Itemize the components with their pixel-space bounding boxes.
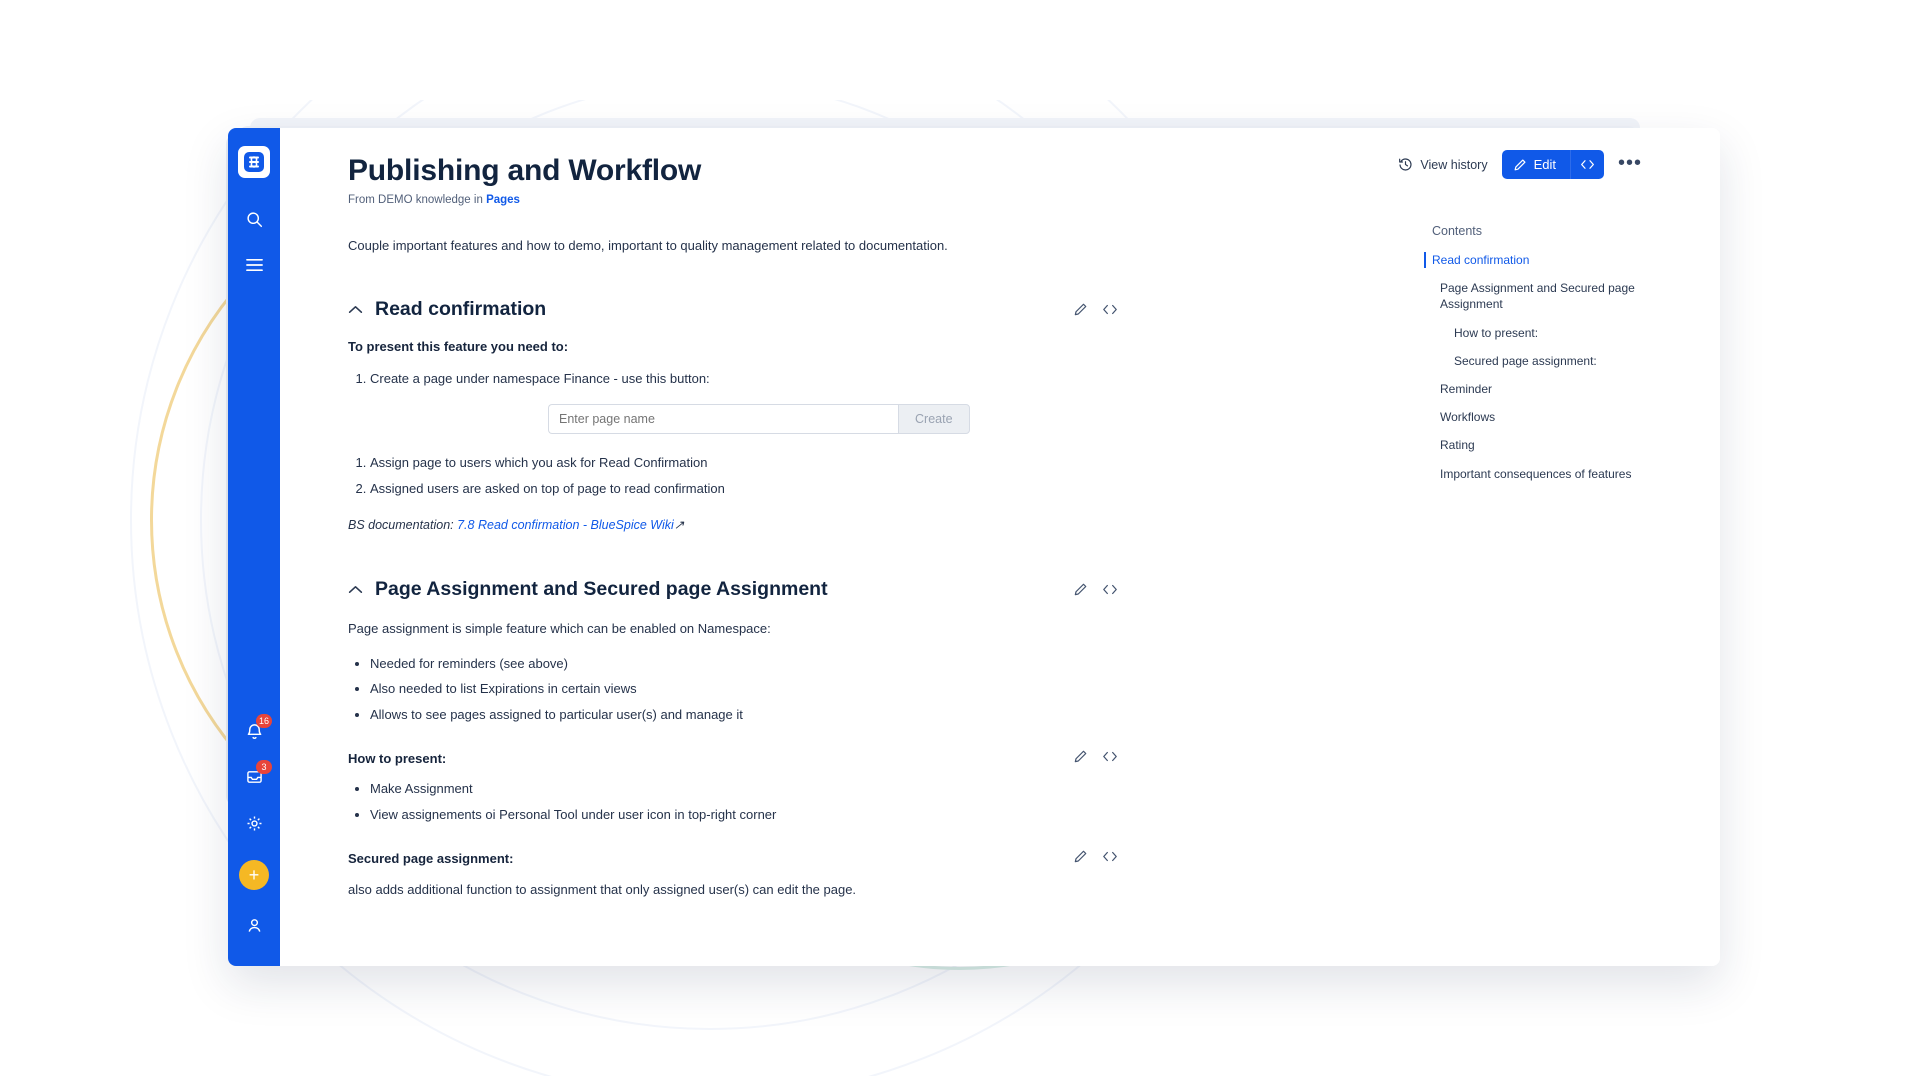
contents-title: Contents <box>1432 224 1483 238</box>
gear-icon[interactable] <box>234 804 274 842</box>
breadcrumb-prefix: From DEMO knowledge in <box>348 194 483 206</box>
subsection-tools <box>1073 749 1118 764</box>
page-assignment-intro: Page assignment is simple feature which can be enabled on Namespace: <box>348 621 771 637</box>
read-confirmation-steps <box>348 370 1108 389</box>
background-mask <box>0 0 1920 100</box>
list-item: 2. Assigned users are asked on top of page to read confirmation <box>370 480 1108 499</box>
rail-bottom-group <box>234 712 274 966</box>
list-item: • Also needed to list Expirations in certain views <box>370 680 1108 699</box>
list-item: • View assignements oi Personal Tool under user icon in top-right corner <box>370 806 1108 825</box>
section-title: Page Assignment and Secured page Assignment <box>375 578 828 601</box>
toc-item-important-consequences[interactable]: Important consequences of features <box>1440 466 1632 481</box>
inbox-badge: 3 <box>256 760 272 774</box>
toc-item-reminder[interactable]: Reminder <box>1440 381 1493 396</box>
toc-item-read-confirmation[interactable]: Read confirmation <box>1424 252 1642 268</box>
create-page-button[interactable]: Create <box>898 404 970 434</box>
source-code-button[interactable] <box>1570 150 1604 179</box>
chevron-up-icon[interactable] <box>348 585 363 594</box>
section-source-icon[interactable] <box>1102 849 1118 864</box>
section-header <box>348 298 1108 321</box>
code-icon <box>1580 158 1595 171</box>
toc-item-page-assignment[interactable]: Page Assignment and Secured page Assignment <box>1440 281 1635 312</box>
edit-button[interactable] <box>1502 150 1570 179</box>
bluespice-logo[interactable] <box>238 146 270 178</box>
add-button[interactable]: + <box>239 860 269 890</box>
page-toolbar <box>1398 150 1642 179</box>
secured-assignment-label: Secured page assignment: <box>348 850 514 866</box>
read-confirmation-steps-2 <box>348 454 1108 499</box>
read-confirmation-lead: To present this feature you need to: <box>348 338 569 354</box>
toc-item-how-to-present[interactable]: How to present: <box>1454 325 1539 340</box>
section-page-assignment <box>348 578 1108 899</box>
section-read-confirmation <box>348 298 1108 533</box>
section-tools <box>1073 302 1118 317</box>
app-window <box>228 128 1720 966</box>
bs-documentation-line <box>348 517 1108 532</box>
toc-item-rating[interactable]: Rating <box>1440 438 1475 453</box>
list-item: • Needed for reminders (see above) <box>370 655 1108 674</box>
breadcrumb-link-pages[interactable]: Pages <box>486 194 520 206</box>
left-rail <box>228 128 280 966</box>
secured-assignment-text: also adds additional function to assignment that only assigned user(s) can edit the page. <box>348 881 857 897</box>
create-page-input[interactable] <box>548 404 898 434</box>
section-source-icon[interactable] <box>1102 582 1118 597</box>
chevron-up-icon[interactable] <box>348 305 363 314</box>
edit-section-icon[interactable] <box>1073 582 1088 597</box>
edit-section-icon[interactable] <box>1073 749 1088 764</box>
section-title: Read confirmation <box>375 297 547 320</box>
section-source-icon[interactable] <box>1102 749 1118 764</box>
toc-item-secured-page-assignment[interactable]: Secured page assignment: <box>1454 353 1597 368</box>
edit-section-icon[interactable] <box>1073 849 1088 864</box>
how-to-present-label: How to present: <box>348 751 447 767</box>
bs-documentation-link[interactable]: 7.8 Read confirmation - BlueSpice Wiki <box>457 518 674 533</box>
page-title: Publishing and Workflow <box>348 154 702 187</box>
subsection-tools <box>1073 849 1118 864</box>
list-item: 1. Assign page to users which you ask for Read Confirmation <box>370 454 1108 473</box>
list-item: 1. Create a page under namespace Finance - use this button: <box>370 370 1108 389</box>
edit-section-icon[interactable] <box>1073 302 1088 317</box>
toc-item-workflows[interactable]: Workflows <box>1440 410 1496 425</box>
more-actions-button[interactable]: ••• <box>1617 151 1642 174</box>
secured-assignment-heading <box>348 851 1108 866</box>
edit-button-group <box>1502 150 1604 179</box>
search-icon[interactable] <box>234 200 274 238</box>
how-to-present-bullets <box>348 780 1108 825</box>
inbox-icon[interactable] <box>234 758 274 796</box>
section-header <box>348 578 1108 601</box>
section-source-icon[interactable] <box>1102 302 1118 317</box>
edit-button-label: Edit <box>1533 157 1556 172</box>
section-tools <box>1073 582 1118 597</box>
pencil-icon <box>1513 158 1527 172</box>
list-item: • Make Assignment <box>370 780 1108 799</box>
list-item: • Allows to see pages assigned to particular user(s) and manage it <box>370 706 1108 725</box>
how-to-present-heading <box>348 751 1108 766</box>
breadcrumb <box>348 194 1680 206</box>
document-body <box>348 236 1108 899</box>
bell-icon[interactable] <box>234 712 274 750</box>
view-history-button[interactable] <box>1398 157 1487 172</box>
page-assignment-bullets <box>348 655 1108 726</box>
contents-panel <box>1432 224 1642 494</box>
bell-badge: 16 <box>256 714 272 728</box>
view-history-label: View history <box>1420 157 1488 172</box>
user-icon[interactable] <box>234 906 274 944</box>
bs-documentation-label: BS documentation: <box>348 518 454 533</box>
external-link-icon: ↗ <box>673 518 685 533</box>
create-page-row <box>348 404 1108 434</box>
content-area <box>280 128 1720 966</box>
intro-paragraph: Couple important features and how to demo, important to quality management related to documentation. <box>348 238 948 253</box>
menu-icon[interactable] <box>234 246 274 284</box>
